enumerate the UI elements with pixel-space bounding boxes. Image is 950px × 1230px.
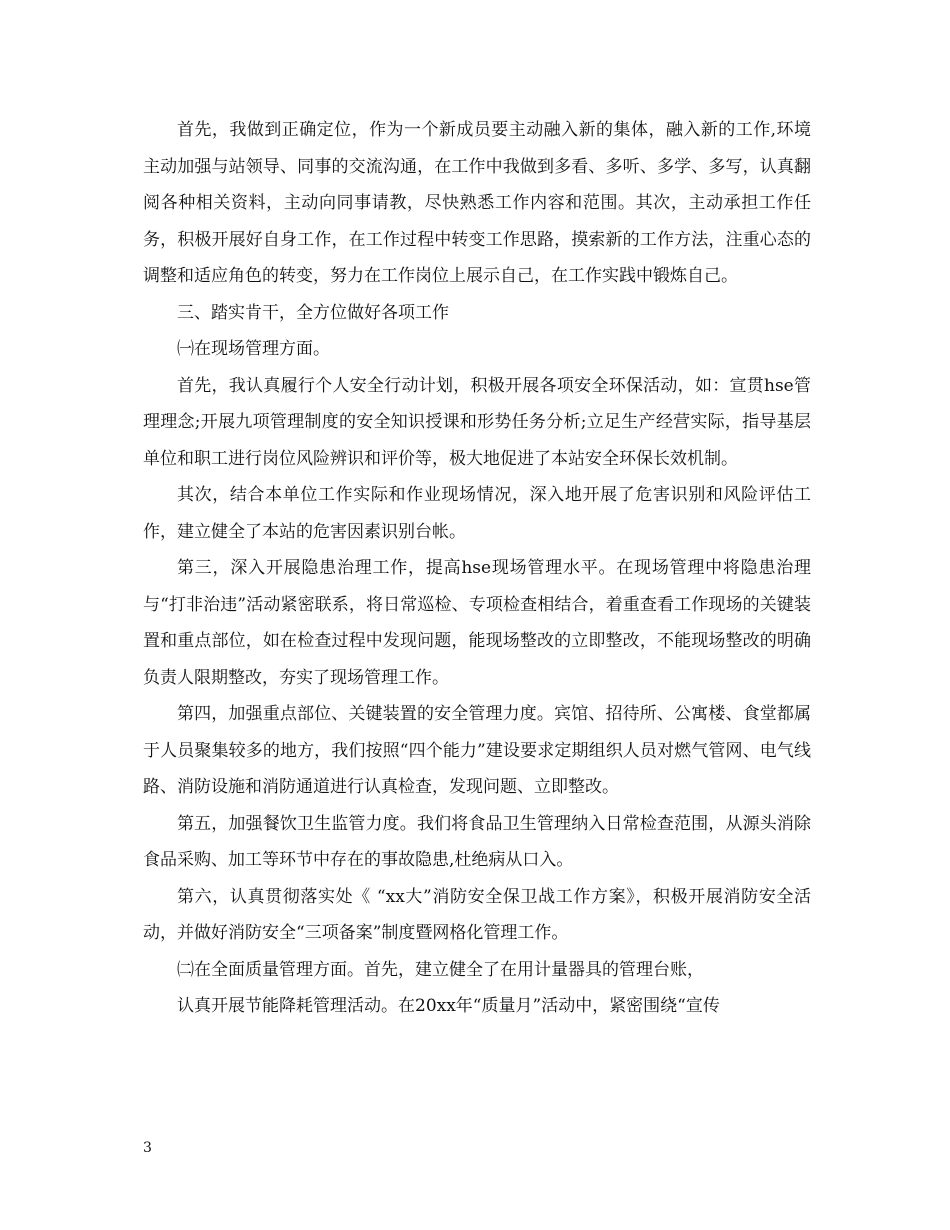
paragraph-hidden-danger-governance: 第三，深入开展隐患治理工作，提高hse现场管理水平。在现场管理中将隐患治理与“打非治违”活动紧密联系，将日常巡检、专项检查相结合，着重查看工作现场的关键装置和重点部位，如在检查过程中发现问题，能现场整改的立即整改，不能现场整改的明确负责人限期整改，夯实了现场管理工作。 — [143, 558, 811, 688]
paragraph-safety-plan: 首先，我认真履行个人安全行动计划，积极开展各项安全环保活动，如：宣贯hse管理理念;开展九项管理制度的安全知识授课和形势任务分析;立足生产经营实际，指导基层单位和职工进行岗位风险辨识和评价等，极大地促进了本站安全环保长效机制。 — [143, 375, 811, 469]
paragraph-hazard-identification: 其次，结合本单位工作实际和作业现场情况，深入地开展了危害识别和风险评估工作，建立健全了本站的危害因素识别台帐。 — [143, 485, 811, 542]
section-heading-three: 三、踏实肯干，全方位做好各项工作 — [177, 302, 449, 323]
page-number: 3 — [143, 1140, 152, 1156]
paragraph-fire-safety: 第六，认真贯彻落实处《 “xx大”消防安全保卫战工作方案》，积极开展消防安全活动，并做好消防安全“三项备案”制度暨网格化管理工作。 — [143, 886, 811, 943]
subsection-heading-quality-management: ㈡在全面质量管理方面。首先，建立健全了在用计量器具的管理台账， — [177, 959, 704, 980]
paragraph-food-hygiene: 第五，加强餐饮卫生监管力度。我们将食品卫生管理纳入日常检查范围，从源头消除食品采购、加工等环节中存在的事故隐患,杜绝病从口入。 — [143, 813, 811, 870]
paragraph-energy-saving: 认真开展节能降耗管理活动。在20xx年“质量月”活动中，紧密围绕“宣传 — [177, 996, 720, 1016]
paragraph-key-locations: 第四，加强重点部位、关键装置的安全管理力度。宾馆、招待所、公寓楼、食堂都属于人员聚集较多的地方，我们按照“四个能力”建设要求定期组织人员对燃气管网、电气线路、消防设施和消防通道进行认真检查，发现问题、立即整改。 — [143, 704, 811, 797]
document-body — [143, 112, 811, 1025]
paragraph-positioning: 首先，我做到正确定位，作为一个新成员要主动融入新的集体，融入新的工作,环境主动加强与站领导、同事的交流沟通，在工作中我做到多看、多听、多学、多写，认真翻阅各种相关资料，主动向同事请教，尽快熟悉工作内容和范围。其次，主动承担工作任务，积极开展好自身工作，在工作过程中转变工作思路，摸索新的工作方法，注重心态的调整和适应角色的转变，努力在工作岗位上展示自己，在工作实践中锻炼自己。 — [143, 120, 811, 286]
subsection-heading-site-management: ㈠在现场管理方面。 — [177, 339, 330, 359]
